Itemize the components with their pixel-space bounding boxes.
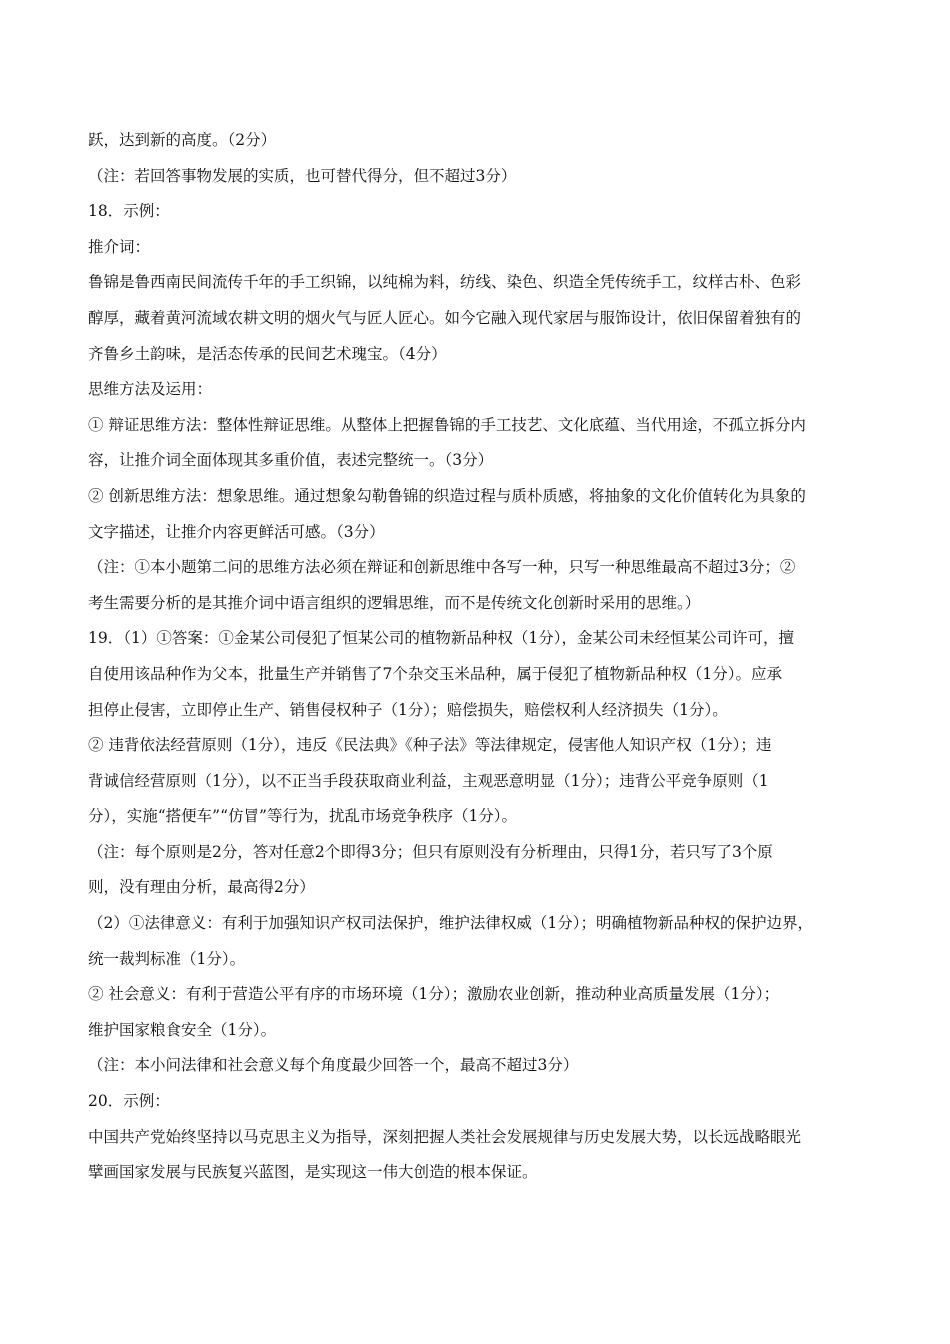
text-line: 维护国家粮食安全（1分）。 [88, 1020, 277, 1039]
text-line: 擘画国家发展与民族复兴蓝图，是实现这一伟大创造的根本保证。 [88, 1163, 538, 1182]
text-line: （2）①法律意义：有利于加强知识产权司法保护，维护法律权威（1分）；明确植物新品种权的保护边界， [88, 914, 813, 933]
text-line: 容，让推介词全面体现其多重价值，表述完整统一。（3分） [88, 451, 494, 470]
text-line: 担停止侵害，立即停止生产、销售侵权种子（1分）；赔偿损失，赔偿权利人经济损失（1分）。 [88, 700, 728, 719]
text-line: 统一裁判标准（1分）。 [88, 949, 246, 968]
text-line: 中国共产党始终坚持以马克思主义为指导，深刻把握人类社会发展规律与历史发展大势，以长远战略眼光 [88, 1127, 802, 1146]
section-label: 思维方法及运用： [88, 380, 213, 399]
text-line: 文字描述，让推介内容更鲜活可感。（3分） [88, 522, 385, 541]
text-line: 鲁锦是鲁西南民间流传千年的手工织锦，以纯棉为料，纺线、染色、织造全凭传统手工，纹样古朴、色彩 [88, 273, 802, 292]
text-line: ① 辩证思维方法：整体性辩证思维。从整体上把握鲁锦的手工技艺、文化底蕴、当代用途，不孤立拆分内 [88, 415, 806, 434]
document-body [88, 123, 878, 1191]
note-line: （注：每个原则是2分，答对任意2个即得3分；但只有原则没有分析理由，只得1分，若只写了3个原 [88, 842, 773, 861]
note-line: （注：①本小题第二问的思维方法必须在辩证和创新思维中各写一种，只写一种思维最高不超过3分；② [88, 558, 796, 577]
text-line: 自使用该品种作为父本，批量生产并销售了7个杂交玉米品种，属于侵犯了植物新品种权（1分）。应承 [88, 664, 782, 683]
text-line: 齐鲁乡土韵味，是活态传承的民间艺术瑰宝。（4分） [88, 344, 447, 363]
section-label: 推介词： [88, 237, 151, 256]
question-heading: 20．示例： [88, 1092, 170, 1111]
note-line: 则，没有理由分析，最高得2分） [88, 878, 315, 897]
text-line: 跃，达到新的高度。（2分） [88, 131, 277, 149]
question-heading: 18．示例： [88, 202, 170, 221]
text-line: ② 社会意义：有利于营造公平有序的市场环境（1分）；激励农业创新，推动种业高质量发展（1分）； [88, 985, 780, 1004]
note-line: 考生需要分析的是其推介词中语言组织的逻辑思维，而不是传统文化创新时采用的思维。） [88, 593, 701, 612]
text-line: 醇厚，藏着黄河流域农耕文明的烟火气与匠人匠心。如今它融入现代家居与服饰设计，依旧保留着独有的 [88, 308, 802, 327]
question-heading: 19．（1）①答案：①金某公司侵犯了恒某公司的植物新品种权（1分），金某公司未经恒某公司许可，擅 [88, 629, 794, 648]
text-line: ② 违背依法经营原则（1分），违反《民法典》《种子法》等法律规定，侵害他人知识产权（1分）；违 [88, 736, 772, 755]
text-line: ② 创新思维方法：想象思维。通过想象勾勒鲁锦的织造过程与质朴质感，将抽象的文化价值转化为具象的 [88, 486, 806, 505]
text-line: 分），实施“搭便车”“仿冒”等行为，扰乱市场竞争秩序（1分）。 [88, 807, 518, 826]
note-line: （注：本小问法律和社会意义每个角度最少回答一个，最高不超过3分） [88, 1056, 579, 1075]
note-line: （注：若回答事物发展的实质，也可替代得分，但不超过3分） [88, 166, 517, 185]
text-line: 背诚信经营原则（1分），以不正当手段获取商业利益，主观恶意明显（1分）；违背公平竞争原则（1 [88, 771, 769, 790]
